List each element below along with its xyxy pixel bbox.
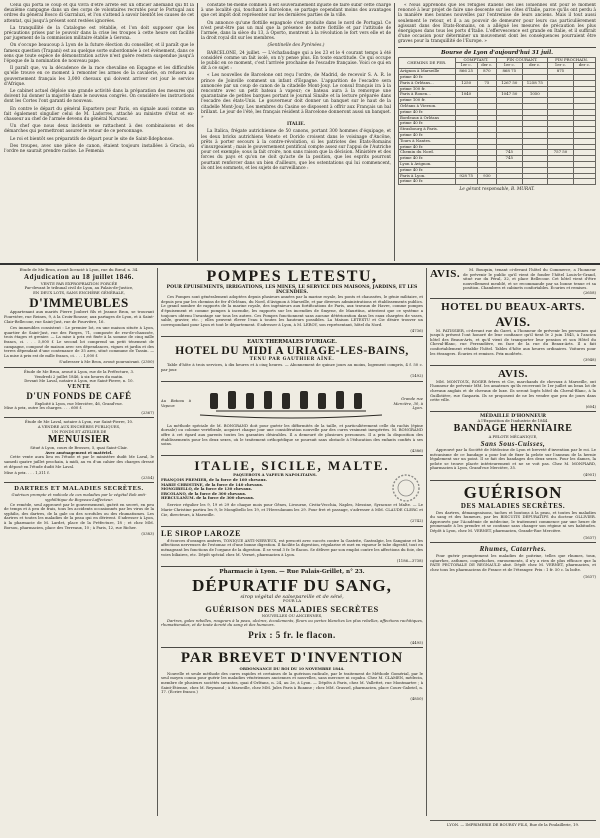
ad-code: (1186—3738) [396, 558, 423, 564]
ad-code: (4850) [410, 695, 423, 701]
ad-headline: MENUISIER [47, 434, 111, 446]
divider [430, 365, 596, 366]
ad-subtitle: Par-devant le tribunal civil de Lyon, au Palais-de-Justice, [24, 285, 134, 291]
ad-code: (5383) [141, 531, 154, 537]
news-paragraph: On annonce qu'une flottille espagnole s'est produite dans le nord de Portugal. Ce n'est peut-être pas un mal que la présence de notre flottille et par l'attitude de l'armée, dans la sièce du 13, à Oporto, montrent à la révolution le fort vers elle et de la droit royal dit sur les membres. [201, 20, 391, 42]
ad-text: Mise à prix. . . . 1,311 f. [4, 470, 50, 476]
gerant-signature: Le gérant responsable, B. MURAT. [459, 187, 535, 193]
ad-code: (2658) [583, 289, 596, 295]
ad-code: (1637) [583, 534, 596, 540]
ad-kicker: MÉDAILLE D'HONNEUR [479, 413, 547, 420]
ad-headline: D'UN FONDS DE CAFÉ [26, 390, 132, 401]
news-paragraph: Des troupes, avec une pièce de canon, étaient toujours installées à Gracia, où l'ordre ne saurait prendre racine. Le Femenia [4, 143, 194, 155]
ad-text: Cette vente aura lieu en l'étude et par le ministère dudit Me Laval, le samedi quatre juillet prochain, à midi, au vu d'un cahier des charges dressé et déposé en l'étude dudit Me Laval. [4, 454, 154, 469]
ad-price: Prix : 5 fr. le flacon. [248, 629, 336, 640]
imprimerie-footer: LYON. — IMPRIMERIE DE BOURSY FILS, Rue de la Poulaillerie, 19. [446, 822, 580, 827]
news-paragraph: « Les nouvelles de Barcelone ont reçu l'ordre, de Madrid, de recevoir S. A. R. le prince de Joinville comment un infant d'Espagne. L'apparition de l'escadre sera annoncée par un coup de canon de la citadelle Mont-Jouy. Le consul français ira à la rencontre avec un petit bateau à vapeur; ce bateau aura à la remorque une quarantaine de petites barques portant le journal Sinaïte et la lecture préparée dans l'escadre des états-Unis. Le gouverneur doit donner un banquet sur le haut de la citadelle Mont-Jouy. Les membres du Casino se disposent à offrir aux Français un bal brillant. Le jour de l'été, les français résident à Barcelone donneront aussi un banquet. » [201, 73, 391, 121]
bourse-cell: 866 25 [455, 69, 477, 75]
ad-headline: PAR BREVET D'INVENTION [180, 650, 404, 667]
ad-text: La méthode spéciale de M. BONGRAND doit pour guérir les difformités de la taille, et particulièrement celle du rachis (épine dorsale) ou colonne vertébrale, acquiert chaque jour une considération nouvelle par des cures vraiment inespérées. M. BONGRAND offre à cet égard aux parents toutes les garanties désirables. Il a demeuré de plusieurs personnes. Il a prix la disposition des établissements pour les deux sexes, où le traitement orthopédique se poursuit sans obstacle à l'éducation des enfants confiés à ses soins. [161, 422, 423, 447]
ad-subtitle: Sans Sous-Cuisses, [480, 440, 546, 449]
ad-text: Situé à Lyon, cours de Brosses, 5, quai Saint-Clair. [30, 445, 128, 451]
bourse-row-label: prime 100 fr. [399, 86, 456, 92]
bandage-banner [161, 384, 423, 424]
bourse-header: FIN COURANT. [496, 57, 547, 63]
bourse-cell [455, 179, 477, 185]
ad-kicker: Pharmacie à Lyon. — Rue Palais-Grillet, n° 23. [219, 568, 365, 575]
ship-line: ERCOLANO, de la force de 300 chevaux. [161, 490, 247, 496]
ad-text: M. PATISSIER, ci-devant rue du Garet, a l'honneur de prévenir les personnes qui jusqu'à présent l'ont honoré de leur confiance qu'il tient le 2 juin 1845, à l'ancien hôtel des Beaux-Arts, et qu'il vient de transporter leur pension et son Hôtel du Cheval-Blanc, rue Ferrandière, en face de la rue du Beaux-Arts. Il a fait confortablement rétablir l'hôtel. Tables d'hôte aux heures ordinaires. Voitures pour les étrangers. Écuries et remises. Prix modérés. [430, 327, 596, 356]
ad-subtitle: DES MALADIES SECRÈTES. [460, 501, 566, 510]
ad-headline: Rhumes, Catarrhes. [479, 545, 547, 554]
ad-subtitle: POUR ÉPUISEMENTS, IRRIGATIONS, LES MINES, LE SERVICE DES MAISONS, JARDINS, ET LES INCENDIES. [166, 285, 418, 295]
ad-code: (1492) [410, 373, 423, 379]
ad-code: (3948) [583, 357, 596, 363]
section-heading: ITALIE. [286, 122, 306, 128]
ad-text: d'écorces d'oranges amères, TONIQUE ANTI-NERVEUX, est prescrit avec succès contre la Gastrite, Gastralgie, les Sanguine et les affections nerveuses de l'estomac et d'une bonne digestion. Il facilite la digestion, régularise et met en vigueur le tube digestif, tout en ménageant les fonctions de l'organe de la digestion. Il se vend 3 fr. le flacon. Se délivre par son emploi contre les affections du foie, des voies biliaires, etc. Dépôt spécial chez M. Vernet, pharmacien à Lyon. [161, 537, 423, 557]
divider [4, 417, 154, 418]
ad-text: M. Bouquin, tenant ci-devant l'hôtel du Commerce, a l'honneur de prévenir le public qu'il vient de fonder l'hôtel Louis-le-Grand, situé rue du Péral, 32, et place Bellecour. Cet hôtel vient d'être nouvellement meublé, et se recommande par sa bonne tenue et sa position. Chambres et cabinets confortables. Écuries et remises. [463, 268, 596, 291]
ad-code: (4386) [410, 447, 423, 453]
news-paragraph: On s'occupe beaucoup à Lyon de la future élection du conseiller, et il paraît que le fameux question (Trapani) est au quelque sorte subordonnée à cet événement, dans ce sens que toute espèce de démonstration active n'est guère restera suspendue jusqu'à l'époque de la nomination de nouveau pape. [4, 43, 194, 65]
ads-column-left [4, 268, 154, 816]
ad-headline: POMPES LETESTU, [206, 268, 378, 285]
ad-subtitle: TENU PAR GAUTHIER AÎNÉ. [249, 357, 335, 363]
ad-headline: HOTEL DU BEAUX-ARTS. [441, 300, 585, 313]
bourse-row-label: prime 40 fr. [399, 167, 456, 173]
bourse-row-label: prime 40 fr. [399, 132, 456, 138]
ad-text: Exploité à Lyon, rue Mercière, 46, Grand'rue. [35, 400, 123, 406]
ad-title: Adjudication au 18 juillet 1846. [24, 272, 134, 281]
bourse-cell: 930 [477, 173, 496, 179]
ad-headline: ITALIE, SICILE, MALTE. [194, 458, 390, 474]
bourse-subheader: der c. [477, 63, 496, 69]
news-paragraph: Celui qui porta le coup et qui vivra d'être arrêté est un officier allemand qui fit la deuxième campagne dans un des corps de volontaires recrutés pour le Portugal aux ordres du général Bosco di Garraluzi, et l'on s'attend à savoir bientôt les causes de cet attentat, qui jusqu'à présent sont restées ignorées. [4, 3, 194, 24]
ad-subtitle: POUR LA [282, 598, 302, 604]
ad-subtitle: EN DEUX LOTS, SANS ENCHÈRE GÉNÉRALE, [33, 289, 125, 295]
divider [4, 482, 154, 483]
ad-text: Avec aménagement et matériel. [45, 449, 113, 455]
bourse-row-label: prime 40 fr. [399, 144, 456, 150]
column-divider [394, 3, 395, 261]
bourse-cell: 757 50 [548, 150, 574, 156]
ad-code: (604) [585, 403, 596, 409]
bourse-subheader: 1er c. [455, 63, 477, 69]
bourse-row-label: Tours à Nantes. [399, 138, 456, 144]
bourse-cell: 75 [477, 80, 496, 86]
ship-line: MONGIBELLO, de la force de 130 chevaux. [161, 486, 253, 492]
divider [430, 542, 596, 543]
ship-line: FRANÇOIS PREMIER, de la force de 160 chevaux. [161, 476, 267, 482]
ad-text: Des dartres, démangeaisons, taches et boutons à la peau, et toutes les maladies du sang et des humeurs, par les BISCUITS DÉPURATIFS du docteur OLLIVIER. Approuvés par l'Académie de médecine, le traitement commence par une heure de promenade à les prendre et se continue sans changer son régime ni ses habitudes. Dépôt à Lyon, chez M. VERNET, pharmacien, Grande-Rue Mercière. [430, 509, 596, 533]
bourse-cell: 745 [496, 150, 522, 156]
ad-text: Dartres, gales rebelles, rougeurs à la peau, ulcères, écoulements, fleurs ou pertes blanches les plus rebelles, affections rachitiques, rhumatismales, et de toute âcreté du sang et des humeurs. [161, 617, 423, 628]
divider [430, 480, 596, 481]
ad-code: (4736) [410, 328, 423, 334]
steamboat-engraving-icon [196, 385, 386, 423]
ad-subtitle: NOUVELLES OU ANCIENNES, [261, 612, 323, 618]
ad-text: Vendredi 2 juillet 1846, à six heures du matin. [34, 373, 124, 379]
divider [4, 367, 154, 368]
ad-subtitle: ORDONNANCE DU ROI DU 10 NOVEMBRE 1844. [239, 666, 345, 672]
news-paragraph: Le cabinet actuel déploie une grande activité dans la préparation des mesures qui doivent lui donner la majorité dans le nouveau congrès. On considère les instructions dont les Cortes l'ont garanti de nouveau. [4, 89, 194, 105]
bourse-cell: 745 [496, 156, 522, 162]
bourse-row-label: Chemin du Nord. [399, 150, 456, 156]
bourse-row-label: prime 40 fr. [399, 121, 456, 127]
ad-code: (4495) [410, 639, 423, 645]
bourse-cell [522, 179, 548, 185]
bourse-subheader: 1er c. [548, 63, 574, 69]
ad-text: Ces Pompes sont généralement adoptées depuis plusieurs années par la marine royale, les ponts et chaussées, le génie militaire, et depuis peu par les chemins de fer d'Orléans, du Nord, d'Avignon à Marseille, et par diverses administrations et établissements publics. Le grand nombre de rapports de la marine royale, des ingénieurs aux fortifications de Paris, aux travaux de Havre, comme pompes d'épuisement et comme pompes à incendie, les rapports sur les incendies de Smyrne, de Mauritius, attestent que ce système a toujours obtenu l'avantage sur tous les autres. Ces Pompes fonctionnent sans aucune détérioration dans les eaux chargées de vases, sable, gravier, etc. ; elles peuvent élever l'eau à toutes les hauteurs possibles. La Maison LETESTU et Cie désire trouver un correspondant pour Lyon et tout le département. S'adresser à Lyon, à M. LEROY, son représentant, hôtel du Nord. [161, 294, 423, 327]
bourse-cell: 1267 50 [496, 80, 522, 86]
news-column-2 [201, 3, 391, 263]
ad-text: MM. MONTOUX, ROGER frères et Cie, marchands de chevaux à Marseille, ont l'honneur de prévenir MM. les amateurs qu'ils recevront le 1er juillet un beau lot de chevaux anglais et de chevaux de luxe. Ils seront logés hôtel du Cheval-Blanc, à la Guillotière, rue Gasparin. Ils se proposent de ne les vendre que peu de jours dans cette ville. [430, 378, 596, 403]
bourse-header: CHEMINS DE FER. [399, 57, 456, 69]
column-divider [426, 268, 427, 816]
bourse-cell: 1250 [455, 80, 477, 86]
column-divider [197, 3, 198, 261]
ad-text: Ce remède, seul approuvé par le gouvernement, guérit en secret, en peu de temps et à peu de frais, tous les accidents occasionnés par les virus de la syphilis, des dartres, de la gale ou des scrofules ou des rhumatismes. Les dartres et toutes les maladies de la peau qui en dérivent. S'adresser à Lyon, à la pharmacie de M. Lardet, place de la Préfecture, 18 ; et chez MM. Borsou, pharmacien, place des Terreaux, 10 ; à Paris, 12, rue Richer. [4, 501, 154, 530]
bourse-row-label: prime 40 fr. [399, 179, 456, 185]
column-divider [157, 268, 158, 816]
bourse-cell: 868 75 [496, 69, 522, 75]
ship-line: HERCULANUM. de la force de 300 chevaux. [161, 495, 255, 501]
bourse-row [399, 179, 596, 185]
ad-text: UN FONDS ET ATELIER DE [51, 428, 107, 434]
ad-text: Pour guérir promptement les maladies de poitrine, telles que rhumes, toux, catarrhes, asthmes, coqueluches, enrouements, il n'y a rien de plus efficace que la PÂTE PECTORALE DE REGNAULD aîné. Dépôt chez M. VERNET, pharmacien, et chez tous les pharmaciens de France et de l'étranger. Prix : 1 fr. 50 c. la boîte. [430, 553, 596, 572]
ad-headline: DÉPURATIF DU SANG, [192, 575, 392, 595]
ship-line: MARIE CHRISTINE, de la force de 140 chevaux. [161, 481, 264, 487]
ad-headline: LE SIROP LAROZE [161, 528, 241, 538]
ad-text: Devant Me Laval, notaire à Lyon, rue Saint-Pierre, n. 10. [24, 378, 134, 384]
news-paragraph: Un chef que nous deux incidents se rattachent à des combinaisons et des démarches qui permettront assurer le retour de ce personnage. [4, 124, 194, 135]
ad-code: (2354) [141, 474, 154, 480]
news-column-1 [4, 3, 194, 263]
ad-etude: Étude de Me Laval, notaire à Lyon, rue Saint-Pierre, 10. [24, 419, 134, 425]
ad-code: (2367) [141, 409, 154, 415]
bourse-row-label: prime 40 fr. [399, 109, 456, 115]
bourse-header: FIN PROCHAIN. [548, 57, 596, 63]
ad-etude: Étude de Me Bruu, avoué à Lyon, rue de la Préfecture, 3. [23, 368, 135, 374]
ad-text: Service régulier les 9, 19 et 29 de chaque mois pour Gênes, Livourne, Civita-Vecchia, Naples, Messine, Syracuse et Malte. — Le Marie-Christine partira les 9, le Mongibello les 19, et l'Herculanum les 29. Pour fret et passage, s'adresser à MM. CLAUDE CLERC et Cie, directeurs, à Marseille. [161, 502, 423, 517]
bourse-cell: 928 75 [455, 173, 477, 179]
ad-headline: DARTRES ET MALADIES SECRÈTES. [14, 485, 144, 493]
ads-column-right [430, 268, 596, 818]
bourse-cell [477, 179, 496, 185]
bourse-row-label: Paris à Rouen... [399, 92, 456, 98]
ad-code: (2742) [410, 518, 423, 524]
bourse-title: Bourse de Lyon d'aujourd'hui 31 juil. [441, 49, 553, 56]
ad-code: (4901) [583, 472, 596, 478]
ad-caption: Au Bateau à Vapeur. [161, 398, 191, 408]
bourse-header: COMPTANT. [455, 57, 496, 63]
bourse-cell: 1040 [455, 92, 477, 98]
ad-headline: AVIS. [430, 268, 461, 280]
section-rule [0, 263, 600, 265]
bourse-subheader: der c. [522, 63, 548, 69]
divider [398, 47, 596, 48]
bourse-row-label: Bordeaux à Orléans [399, 115, 456, 121]
ad-headline: BANDAGE HERNIAIRE [453, 423, 573, 435]
bourse-subheader: der c. [573, 63, 595, 69]
ad-text: A VENDRE AUX ENCHÈRES PUBLIQUES, [37, 424, 121, 430]
bourse-table [398, 57, 596, 186]
ad-kicker: EAUX THERMALES D'URIAGE. [247, 338, 337, 345]
ad-headline: GUÉRISON [463, 482, 563, 502]
bourse-row-label: Avignon à Marseille [399, 69, 456, 75]
ad-etude: Étude de Me Bron, avoué licencié à Lyon, rue du Bœuf, n. 34. [19, 268, 139, 272]
bourse-cell: 1047 50 [496, 92, 522, 98]
bourse-row-label: Paris à Orléans... [399, 80, 456, 86]
ad-code: (1637) [583, 573, 596, 579]
bourse-cell [496, 179, 522, 185]
ad-subtitle: Guérison prompte et radicale de ces maladies par le végétal Rob anti-syphilitique de Boyveau-Laffecteur. [11, 492, 147, 502]
bourse-cell: 1258 75 [522, 80, 548, 86]
ad-text: Mise à prix, outre les charges. . . . 600 f. [4, 405, 82, 411]
ad-subtitle: PAQUEBOTS A VAPEUR NAPOLITAINS. [233, 472, 317, 478]
ad-subtitle: sirop végétal de salsepareille et de séné, [240, 593, 344, 600]
news-paragraph: BARCELONE, 24 juillet. — L'échafaudage qui a les 23 et le 4 courant temps à été considéré comme un fait isolé, on n'y pense plus. En toute exactitude. Ce qui occupe le public en ce moment, c'est l'arrivée prochaine de l'escadre française. Voici ce qui en dit à ce sujet : [201, 50, 391, 72]
bourse-row-label: prime 100 fr. [399, 98, 456, 104]
bourse-cell [573, 179, 595, 185]
ad-headline: GUÉRISON DES MALADIES SECRÈTES [205, 603, 379, 614]
bourse-row-label: Strasbourg à Paris. [399, 127, 456, 133]
bourse-subheader: 1er c. [496, 63, 522, 69]
divider [161, 647, 423, 648]
divider [161, 566, 423, 567]
bourse-row-label: Lyon à Avignon. [399, 161, 456, 167]
news-paragraph: Il paraît que, vu la décadence de la race chevaline en Espagne et les difficultés qu'elle trouve en ce moment à remonter les armes de la cavalerie, on refusera au gouvernement français les 3,000 chevaux qui doivent arriver cet jour le service d'Afrique. [4, 66, 194, 87]
ads-column-middle [161, 268, 423, 816]
ad-title: AVIS. [495, 313, 531, 329]
ad-headline: HOTEL DU MIDI A URIAGE-LES-BAINS, [175, 345, 409, 358]
bourse-row-label: prime 40 fr. [399, 156, 456, 162]
ad-text: Appartenant aux mariés Pierre Joubert fils et Jeanne Bron, se trouvant Fourvière, rue Reines, 9, à la Croix-Rousse; aux partages de Lyon, et à Saint-Clair-Bellecour, rue Saint-Just, rue de Fourvière, 16. [4, 309, 154, 324]
ad-title: VENTE [67, 383, 91, 390]
news-paragraph: En contre le départ du général Espartero pour Paris, on signale aussi comme un fait également singulier celui de M. Ladorres, attaché au ministre d'état et ex-chasseur au chef de l'armée devenu du général Narvaez. [4, 106, 194, 123]
footer-rule [430, 820, 596, 821]
postage-stamp-icon [389, 473, 423, 503]
ad-subtitle: A PELOTE MÉCANIQUE, [488, 434, 538, 440]
ad-title: AVIS. [497, 367, 529, 380]
ad-text: Ces immeubles consistent : Le premier lot, en une maison située à Lyon, quartier de Saint-Just, rue des Farges, 71, composée de rez-de-chaussée, trois étages et grenier. — La mise à prix est fixée à la somme de cinq mille francs, ci. . . . 5,000 f. Le second lot comprend un petit ténement de campagne, composé de maison avec ses dépendances, vignes et jardin et des terres dépendant d'une contenance de 35 ares, situé commune de Tassin. — La mise à prix est de mille francs, ci. . . . 1,000 f. [4, 325, 154, 358]
bourse-row-label: prime 40 fr. [399, 75, 456, 81]
ad-text: Table d'hôte à trois services, à dix heures et à cinq heures. — Abonnement de quinze jours au moins, logement compris, 4 f. 50 c. par jour. [161, 362, 423, 372]
news-paragraph: Le roi et bientôt ses préparatifs de départ pour le site de Saint-Ildephonse. [10, 136, 174, 142]
bourse-row-label: Paris à Lyon. [399, 173, 456, 179]
divider [430, 298, 596, 299]
bourse-cell: 870 [477, 69, 496, 75]
news-paragraph: « Nous apprenons que les réfugiés italiens des îles Ioniennes ont pour le moment renoncé à leur projet de faire une descente sur les côtes d'Italie, parce qu'ils ont perdu à la manière mes bonnes nouvelles par l'entremise de leurs anciens. Mais il tout aussi seulement le retour, et il a au pouvoir de demeurer pour leurs cas particulièrement agissant dans des États-Romains, on a allégué les mesures de précaution les plus énergiques dans tous les ports d'Italie. L'effervescence est grande en Italie, et il suffirait d'une occasion pour déterminer un mouvement dont les conséquences pourraient être graves pour la tranquillité de l'Europe. » [398, 3, 596, 45]
ad-text: Approuvé par la Société de Médecine de Lyon et breveté d'invention par le roi. Le mécanisme de ce bandage a pour but de fixer la pelote sur l'anneau de la hernie légalement sur un point. Il se fait des bandages des deux sexes. Pour les dames, la pelote se trouve placée intérieurement et ne se voit pas. Chez M. MONPIARD, pharmacien à Lyon, Grand'rue Mercière, 35. [430, 447, 596, 471]
news-column-3 [398, 3, 596, 261]
ad-footer: S'adresser à Me Bron, avoué poursuivant. (2300) [59, 359, 154, 365]
bourse-row-label: Orléans à Vierzon. [399, 104, 456, 110]
ad-text: Nouvelle et seule méthode des cures rapides et certaines de la guérison radicale, par le traitement de Méthode Gomérial, par le seul moyen connu pour guérir les maladies vénériennes anciennes et nouvelles, sans mercure ni copahu. Chez M. CLAMEN, médecin, membre de plusieurs sociétés savantes, quai d'Orléans, n. 24, au 2e, à Lyon. — Dépôts à Paris, chez M. Vallettet, rue Montmartre ; à Saint-Étienne, chez M. Reymond ; à Marseille, chez MM. Jules Paris à Roanne ; chez MM. Grassel, pharmacien, place Cours-Gabriel, n. 17. (Écrire franco.) [161, 670, 423, 695]
ad-caption: Grande rue Mercière, 30, à Lyon. [393, 395, 423, 411]
bourse-cell: 1050 [522, 92, 548, 98]
news-source: (Sentinelle des Pyrénées.) [267, 43, 325, 49]
ad-subtitle: VENTE PAR EXPROPRIATION FORCÉE [40, 280, 118, 286]
news-paragraph: La tranquillité de la Catalogne est rétablie, et l'on doit supposer que les précautions prises par le pouvoir dans la crise les troupes à cette heure ont facilité par jugement de la commission militaire établie à Gerona. [4, 25, 194, 42]
divider [161, 526, 423, 527]
news-paragraph: constate tel-même combien il est souverainement injuste de faire subir cette charge à une localité qui, touchant à Barcelone, se partage cependant moins des avantages que cet impôt doit représenter sur les dernières parties de la ville. [201, 3, 391, 19]
news-paragraph: La Italica, frégate autrichienne de 50 canons, portant 300 hommes d'équipage, et les deux bricks autrichiens Veneto et Dorido croisent dans le voisinage d'Ancône, prêts à porter secours à la contre-révolution, si les patriotes des États-Romains s'insurgeaient ; mais le gouvernement pontifical compte assez sur l'appui de l'Autriche pour cet exemple; sous la fait croire, non sans raison que la décision. Ministère et des forces du pays et qu'on ne doit qu'acte de la position, que les esprits pourront pourtant renforcer dans un bien d'ailleurs, que les ostentations qui lui commencent, ils ont les sommets, et les sujets de surveillance : [201, 129, 391, 171]
ad-subtitle: A l'Exposition de l'industrie de 1844. [477, 417, 549, 423]
divider [161, 336, 423, 337]
divider [161, 455, 423, 456]
bourse-cell: 875 [548, 69, 574, 75]
ad-headline: D'IMMEUBLES [29, 295, 129, 311]
divider [161, 381, 423, 382]
bourse-cell [548, 179, 574, 185]
